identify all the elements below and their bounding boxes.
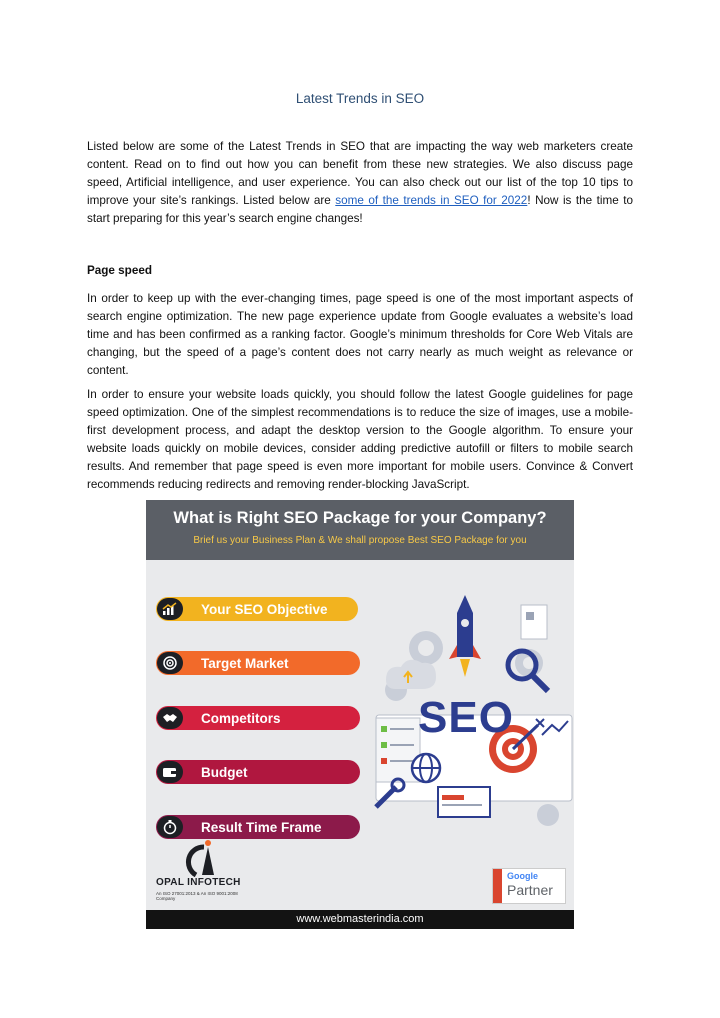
- logo-name: OPAL INFOTECH: [156, 877, 241, 888]
- infographic-footer-url: www.webmasterindia.com: [146, 910, 574, 929]
- section-heading: Page speed: [87, 264, 152, 277]
- partner-label: Partner: [507, 882, 553, 898]
- chart-up-icon: [157, 598, 183, 620]
- seo-word: SEO: [418, 693, 514, 742]
- logo-certification: An ISO 27001:2013 & An ISO 9001:2008 Company: [156, 891, 238, 901]
- google-partner-badge: [492, 868, 566, 904]
- paragraph-1-text: In order to keep up with the ever-changing times, page speed is one of the most important aspects of search engine optimization. The new page experience update from Google evaluates a website’s load time and has been confirmed as a ranking factor. Google’s minimum thresholds for Core Web Vitals are changing, but the speed of a page’s content does not carry nearly as much weight as relevance or content.: [87, 292, 633, 377]
- opal-logo-icon: [156, 833, 256, 877]
- target-icon: [157, 652, 183, 674]
- body-paragraph-1: [87, 290, 633, 380]
- intro-paragraph: [87, 138, 633, 228]
- partner-strip: [493, 869, 502, 903]
- body-paragraph-2: [87, 386, 633, 494]
- item-competitors: [156, 706, 360, 730]
- seo-trends-2022-link[interactable]: some of the trends in SEO for 2022: [335, 194, 528, 207]
- item-seo-objective: [156, 597, 358, 621]
- item-budget: [156, 760, 360, 784]
- infographic-header: [146, 500, 574, 560]
- infographic-title: What is Right SEO Package for your Company?: [173, 509, 547, 527]
- opal-infotech-logo: [156, 833, 256, 903]
- item-target-market: [156, 651, 360, 675]
- page-title: Latest Trends in SEO: [295, 91, 425, 106]
- handshake-icon: [157, 707, 183, 729]
- item-label: Budget: [201, 764, 248, 780]
- wallet-icon: [157, 761, 183, 783]
- intro-text-end: ! Now is the time to start preparing for this year’s search engine changes!: [87, 194, 633, 225]
- item-label: Target Market: [201, 655, 289, 671]
- seo-package-infographic: [146, 500, 574, 929]
- paragraph-2-text: In order to ensure your website loads quickly, you should follow the latest Google guidelines for page speed optimization. One of the simplest recommendations is to reduce the size of images, use a mobile-first development process, and adapt the desktop version to the Google algorithm. To ensure your website loads quickly on mobile devices, consider adding predictive autofill or filters to mobile search results. And remember that page speed is even more important for mobile users. Convince & Convert recommends reducing redirects and removing render-blocking JavaScript.: [87, 388, 633, 491]
- item-label: Result Time Frame: [201, 819, 322, 835]
- item-label: Your SEO Objective: [201, 601, 328, 617]
- infographic-subtitle: Brief us your Business Plan & We shall propose Best SEO Package for you: [193, 535, 527, 546]
- google-label: Google: [507, 871, 538, 881]
- item-label: Competitors: [201, 710, 281, 726]
- intro-text-start: Listed below are some of the Latest Trends in SEO that are impacting the way web marketers create content. Read on to find out how you can benefit from these new strategies. We also discuss page speed, Artificial intelligence, and user experience. You can also check out our list of the top 10 tips to improve your site’s rankings. Listed below are: [87, 140, 633, 207]
